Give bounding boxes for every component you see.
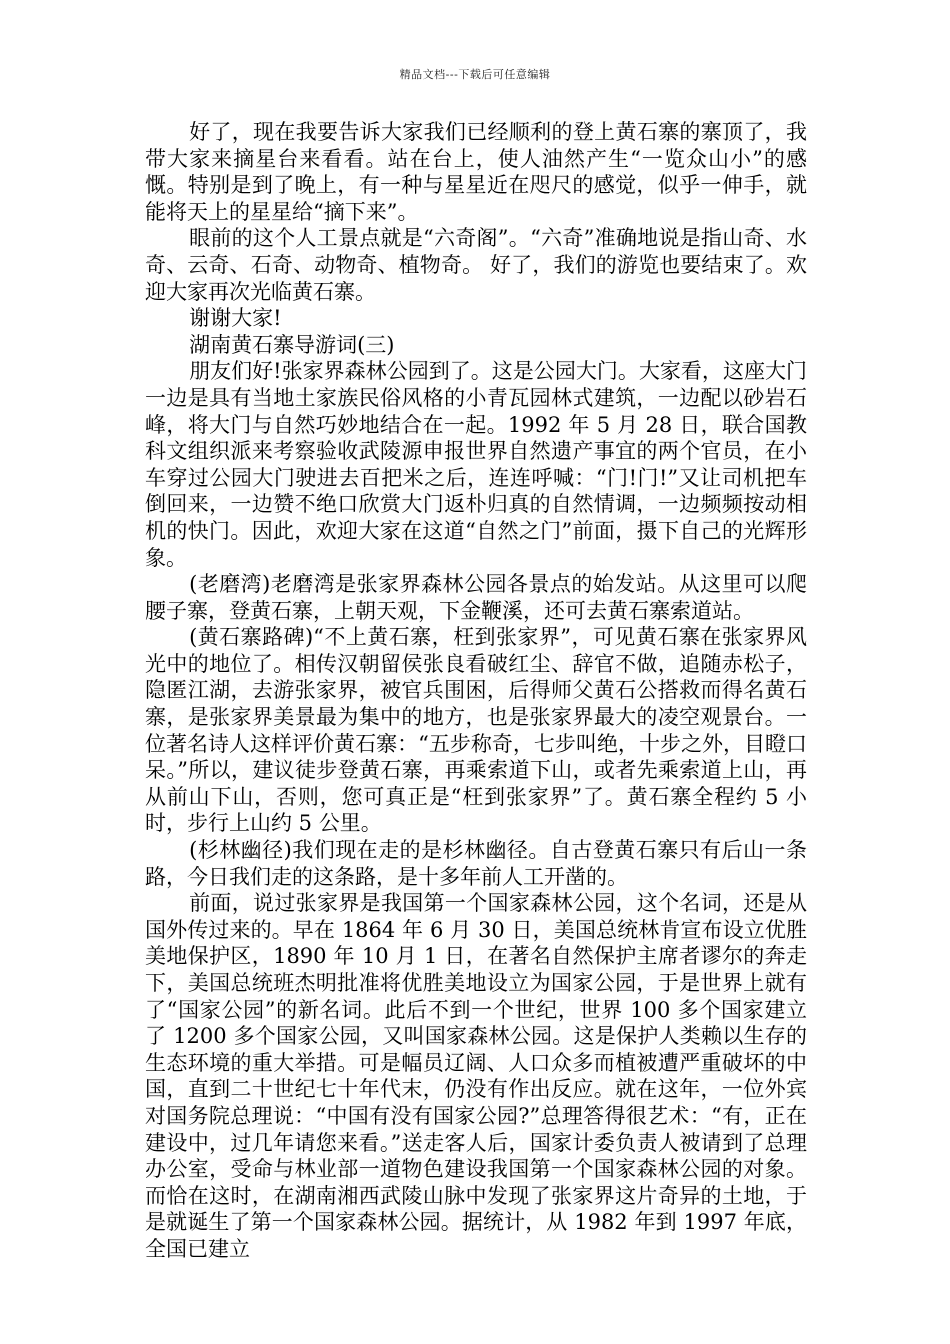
paragraph-national-park-history: 前面，说过张家界是我国第一个国家森林公园，这个名词，还是从国外传过来的。早在 1864 年 6 月 30 日，美国总统林肯宣布设立优胜美地保护区，1890 年 10 月 1 日，在著名自然保护主席者谬尔的奔走下，美国总统班杰明批准将优胜美地设立为国家公园，于是世界上就有了“国家公园”的新名词。此后不到一个世纪，世界 100 多个国家建立了 1200 多个国家公园，又叫国家森林公园。这是保护人类赖以生存的生态环境的重大举措。可是幅员辽阔、人口众多而植被遭严重破坏的中国，直到二十世纪七十年代末，仍没有作出反应。就在这年，一位外宾对国务院总理说：“中国有没有国家公园?”总理答得很艺术：“有，正在建设中，过几年请您来看。”送走客人后，国家计委负责人被请到了总理办公室，受命与林业部一道物色建设我国第一个国家森林公园的对象。而恰在这时，在湖南湘西武陵山脉中发现了张家界这片奇异的土地，于是就诞生了第一个国家森林公园。据统计，从 1982 年到 1997 年底，全国已建立 [145, 891, 807, 1261]
paragraph-thanks: 谢谢大家! [189, 306, 282, 331]
paragraph-summit: 好了，现在我要告诉大家我们已经顺利的登上黄石寨的寨顶了，我带大家来摘星台来看看。站在台上，使人油然产生“一览众山小”的感慨。特别是到了晚上，有一种与星星近在咫尺的感觉，似乎一伸手，就能将天上的星星给“摘下来”。 [145, 120, 807, 224]
document-body [145, 119, 807, 1263]
paragraph-road-marker: (黄石寨路碑)“不上黄石寨，枉到张家界”，可见黄石寨在张家界风光中的地位了。相传汉朝留侯张良看破红尘、辞官不做，追随赤松子，隐匿江湖，去游张家界，被官兵围困，后得师父黄石公搭救而得名黄石寨，是张家界美景最为集中的地方，也是张家界最大的凌空观景台。一位著名诗人这样评价黄石寨：“五步称奇，七步叫绝，十步之外，目瞪口呆。”所以，建议徒步登黄石寨，再乘索道下山，或者先乘索道上山，再从前山下山，否则，您可真正是“枉到张家界”了。黄石寨全程约 5 小时，步行上山约 5 公里。 [145, 625, 807, 836]
section-title: 湖南黄石寨导游词(三) [189, 332, 395, 357]
paragraph-laomowan: (老磨湾)老磨湾是张家界森林公园各景点的始发站。从这里可以爬腰子寨，登黄石寨，上朝天观，下金鞭溪，还可去黄石寨索道站。 [145, 572, 807, 623]
paragraph-liuqi-pavilion: 眼前的这个人工景点就是“六奇阁”。“六奇”准确地说是指山奇、水奇、云奇、石奇、动物奇、植物奇。 好了，我们的游览也要结束了。欢迎大家再次光临黄石寨。 [145, 226, 807, 304]
page-header: 精品文档---下载后可任意编辑 [399, 68, 551, 81]
paragraph-park-gate: 朋友们好!张家界森林公园到了。这是公园大门。大家看，这座大门一边是具有当地土家族民俗风格的小青瓦园林式建筑，一边配以砂岩石峰，将大门与自然巧妙地结合在一起。1992 年 5 月 28 日，联合国教科文组织派来考察验收武陵源申报世界自然遗产事宜的两个官员，在小车穿过公园大门驶进去百把米之后，连连呼喊：“门!门!”又让司机把车倒回来，一边赞不绝口欣赏大门返朴归真的自然情调，一边频频按动相机的快门。因此，欢迎大家在这道“自然之门”前面，摄下自己的光辉形象。 [145, 359, 807, 570]
paragraph-fir-path: (杉林幽径)我们现在走的是杉林幽径。自古登黄石寨只有后山一条路，今日我们走的这条路，是十多年前人工开凿的。 [145, 838, 807, 889]
